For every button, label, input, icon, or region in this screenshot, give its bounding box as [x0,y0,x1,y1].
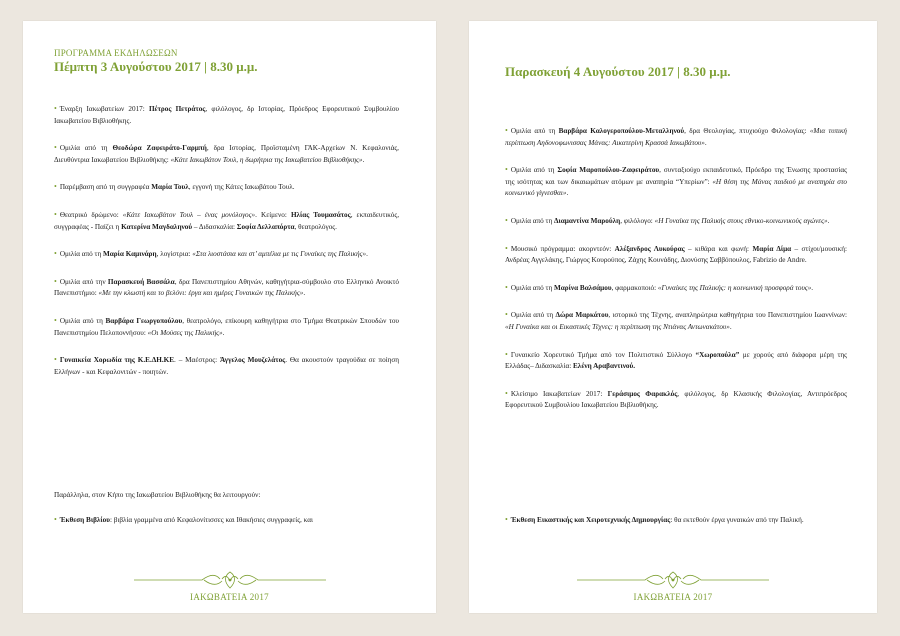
parallel-intro: Παράλληλα, στον Κήπο της Ιακωβατείου Βιβλιοθήκης θα λειτουργούν: [54,491,261,499]
body-text: Θεατρικό δρώμενο: [59,210,123,219]
body-text: , ιστορικό της Τέχνης, αναπληρώτρια καθηγήτρια του Πανεπιστημίου Ιωαννίνων: [608,311,847,320]
program-item [505,215,847,228]
body-text: . [366,250,368,259]
talk-title: «Στα λιοστάσια και στ’ αμπέλια με τις Γυναίκες της Παλικής» [192,250,367,259]
bullet-dot-icon: • [54,315,57,325]
body-text: . [827,216,830,225]
program-item [54,209,399,233]
name-text: Κατερίνα Μαγδαληνού [121,222,193,231]
program-title: ΠΡΟΓΡΑΜΜΑ ΕΚΔΗΛΩΣΕΩΝ [54,48,178,58]
body-text: : θα εκτεθούν έργα γυναικών από την Παλική. [670,516,804,524]
talk-title: «Η Γυναίκα της Παλικής στους εθνικο-κοινωνικούς αγώνες» [654,216,828,225]
body-text: , συνταξιούχο εκπαιδευτικό, Πρόεδρο της Ένωσης προστασίας της ισότητας και των δικαιωμάτων ατόμων με αναπηρία “Υπερίων”: [505,166,847,186]
body-text: . – Μαέστρος: [174,356,221,365]
talk-title: «Μια τυπική περίπτωση Αηδονοφωνισσας Μάνας: Αικατερίνη Κρασσά Ιακωβάτου» [505,127,847,147]
body-text: , δρα Ιστορίας, Προϊσταμένη ΓΑΚ-Αρχείων Ν. Κεφαλονιάς, Διευθύντρια Ιακωβατείου Βιβλιοθήκης: [54,144,399,164]
body-text: , εκπαιδευτικός, συγγραφέας - Παίζει η [54,210,399,231]
name-text: Θεοδώρα Ζαφειράτο-Γαρμπή [112,144,207,153]
body-text: Μουσικό πρόγραμμα: ακορντεόν: [510,244,615,253]
body-text: , λογίστρια: [156,250,193,259]
right-page [469,21,877,613]
name-text: Άγγελος Μουζελάτος [220,356,286,365]
footer-label: ΙΑΚΩΒΑΤΕΙΑ 2017 [633,592,713,602]
day-heading-thursday: Πέμπτη 3 Αυγούστου 2017 | 8.30 μ.μ. [54,59,258,74]
left-program-list [54,103,399,393]
name-text: Έκθεση Βιβλίου [59,516,110,524]
body-text: – στίχοι/μουσική: Ανδρέας Αγγελάκης, Γιώργος Κουρούπος, Ζάχης Κουνάδης, Διονύσης Σαββόπουλος, Fabrizio de Andre. [505,244,847,265]
body-text: , φιλόλογο: [620,216,655,225]
body-text: , θεατρολόγο, επίκουρη καθηγήτρια στο Τμήμα Θεατρικών Σπουδών του Πανεπιστημίου Πελοποννήσου: [54,316,399,337]
talk-title: «Κάτε Ιακωβάτον Τουλ – ένας μονόλογος» [122,210,256,219]
body-text: Γυναικείο Χορευτικό Τμήμα από τον Πολιτιστικό Σύλλογο [510,350,696,359]
name-text: Μαρία Καμινάρη [103,250,157,259]
body-text: . [222,328,225,337]
bullet-dot-icon: • [54,104,57,113]
body-text: – κιθάρα και φωνή: [684,244,753,253]
name-text: Σοφία Δελλαπόρτα [236,222,295,231]
program-item [54,276,399,300]
body-text: , θεατρολόγος. [294,222,337,231]
name-text: Βαρβάρα Γεωργοπούλου [105,316,183,325]
body-text: Ομιλία από τη [510,283,555,292]
body-text: Ομιλία από τη [59,316,106,325]
bullet-dot-icon: • [54,209,57,219]
program-item [505,349,847,373]
bullet-dot-icon: • [505,215,508,225]
body-text: με χορούς από διάφορα μέρη της Ελλάδας– Διδασκαλία: [505,350,847,371]
bullet-dot-icon: • [505,388,508,398]
body-text: Κλείσιμο Ιακωβατείων 2017: [510,389,608,398]
program-item [505,282,847,295]
body-text: . [303,289,306,298]
name-text: Γεράσιμος Φαρακλός [607,389,678,398]
bullet-dot-icon: • [54,515,57,524]
body-text: Ομιλία από τη [510,216,555,225]
name-text: Ηλίας Τουμασάτος [290,210,351,219]
bullet-dot-icon: • [505,282,508,292]
name-text: Δώρα Μαρκάτου [555,311,609,320]
name-text: Έκθεση Εικαστικής και Χειροτεχνικής Δημιουργίας [510,516,671,524]
name-text: “Χωροπούλα” [695,350,740,359]
name-text: Ελένη Αραβαντινού. [573,362,636,371]
body-text: . [362,155,365,164]
name-text: Σοφία Μαροπούλου-Ζαφειράτου [557,166,660,175]
name-text: Γυναικεία Χορωδία της Κ.Ε.ΔΗ.ΚΕ [59,356,175,365]
floral-ornament-icon [573,570,773,590]
name-text: Παρασκευή Βασσάλα [107,277,175,286]
bullet-dot-icon: • [505,243,508,253]
name-text: Βαρβάρα Καλογεροπούλου-Μεταλληνού [558,127,685,135]
bullet-dot-icon: • [54,249,57,259]
program-item [505,388,847,412]
program-item [505,164,847,200]
talk-title: «Με την κλωστή και το βελόνι: έργα και ημέρες Γυναικών της Παλικής» [98,289,304,298]
talk-title: «Κάτε Ιακωβάτον Τουλ, η δωρήτρια της Ιακωβατείου Βιβλιοθήκης» [170,155,363,164]
body-text: . Κείμενο: [255,210,291,219]
body-text: , φαρμακοποιό: [611,283,658,292]
bullet-dot-icon: • [54,143,57,153]
name-text: Μαρία Τουλ [151,183,189,192]
program-item [54,354,399,378]
program-item [505,243,847,267]
body-text: . [704,138,707,147]
floral-ornament-icon [130,570,330,590]
right-footer [469,570,877,610]
left-footer [23,570,436,610]
art-exhibition-item [505,514,847,527]
body-text: . [566,189,569,198]
name-text: Μαρίνα Βαλσάμου [554,283,612,292]
body-text: Ομιλία από τη [510,127,559,135]
body-text: , εγγονή της Κάτες Ιακωβάτου Τουλ. [188,183,295,192]
body-text: , δρα Πανεπιστημίου Αθηνών, καθηγήτρια-σύμβουλο στο Ελληνικό Ανοικτό Πανεπιστήμιο: [54,277,399,298]
program-item [54,103,399,127]
talk-title: «Η θέση της Μάνας παιδιού με αναπηρία στο κοινωνικό γίγνεσθαι» [505,177,847,198]
body-text: . [729,322,732,331]
footer-label: ΙΑΚΩΒΑΤΕΙΑ 2017 [190,592,269,602]
bullet-dot-icon: • [54,276,57,286]
right-program-list [505,125,847,427]
bullet-dot-icon: • [505,126,508,135]
body-text: Ομιλία από τη [510,311,556,320]
bullet-dot-icon: • [54,355,57,365]
book-exhibition-item [54,514,399,527]
bullet-dot-icon: • [505,349,508,359]
program-item [54,315,399,339]
body-text: , φιλόλογος, δρ Κλασικής Φιλολογίας, Αντιπρόεδρος Εφορευτικού Συμβουλίου Ιακωβατείου Βιβλιοθήκης. [505,389,847,410]
body-text: Ομιλία από την [59,277,108,286]
program-item [54,142,399,166]
body-text: . [811,283,814,292]
program-item [505,125,847,149]
day-heading-friday: Παρασκευή 4 Αυγούστου 2017 | 8.30 μ.μ. [505,64,731,79]
body-text: : βιβλία γραμμένα από Κεφαλονίτισσες και Ιθακήσιες συγγραφείς, και [109,516,313,524]
program-item [54,181,399,194]
body-text: , δρα Θεολογίας, πτυχιούχο Φιλολογίας: [684,127,810,135]
left-page [23,21,436,613]
program-item [505,309,847,333]
body-text: Έναρξη Ιακωβατείων 2017: [59,105,149,113]
name-text: Αλέξανδρος Λυκούρας [614,244,685,253]
body-text: – Διδασκαλία: [192,222,237,231]
talk-title: «Η Γυναίκα και οι Εικαστικές Τέχνες: η περίπτωση της Ντιάνας Αντωνακάτου» [505,322,730,331]
bullet-dot-icon: • [505,515,508,524]
talk-title: «Οι Μούσες της Παλικής» [147,328,223,337]
bullet-dot-icon: • [505,310,508,320]
talk-title: «Γυναίκες της Παλικής: η κοινωνική προσφορά τους» [657,283,812,292]
body-text: Ομιλία από τη [510,166,558,175]
body-text: Ομιλία από τη [59,144,113,153]
bullet-dot-icon: • [54,182,57,192]
program-item [54,248,399,261]
body-text: Ομιλία από τη [59,250,104,259]
body-text: Παρέμβαση από τη συγγραφέα [59,183,152,192]
bullet-dot-icon: • [505,165,508,175]
name-text: Διαμαντίνα Μαρούλη [554,216,621,225]
name-text: Πέτρος Πετράτος [148,105,206,113]
body-text: . Θα ακουστούν τραγούδια σε ποίηση Ελλήνων - και Κεφαλονιτών - ποιητών. [54,356,399,376]
name-text: Μαρία Δίμα [752,244,792,253]
body-text: , φιλόλογος, δρ Ιστορίας, Πρόεδρος Εφορευτικού Συμβουλίου Ιακωβατείου Βιβλιοθήκης. [54,105,399,125]
